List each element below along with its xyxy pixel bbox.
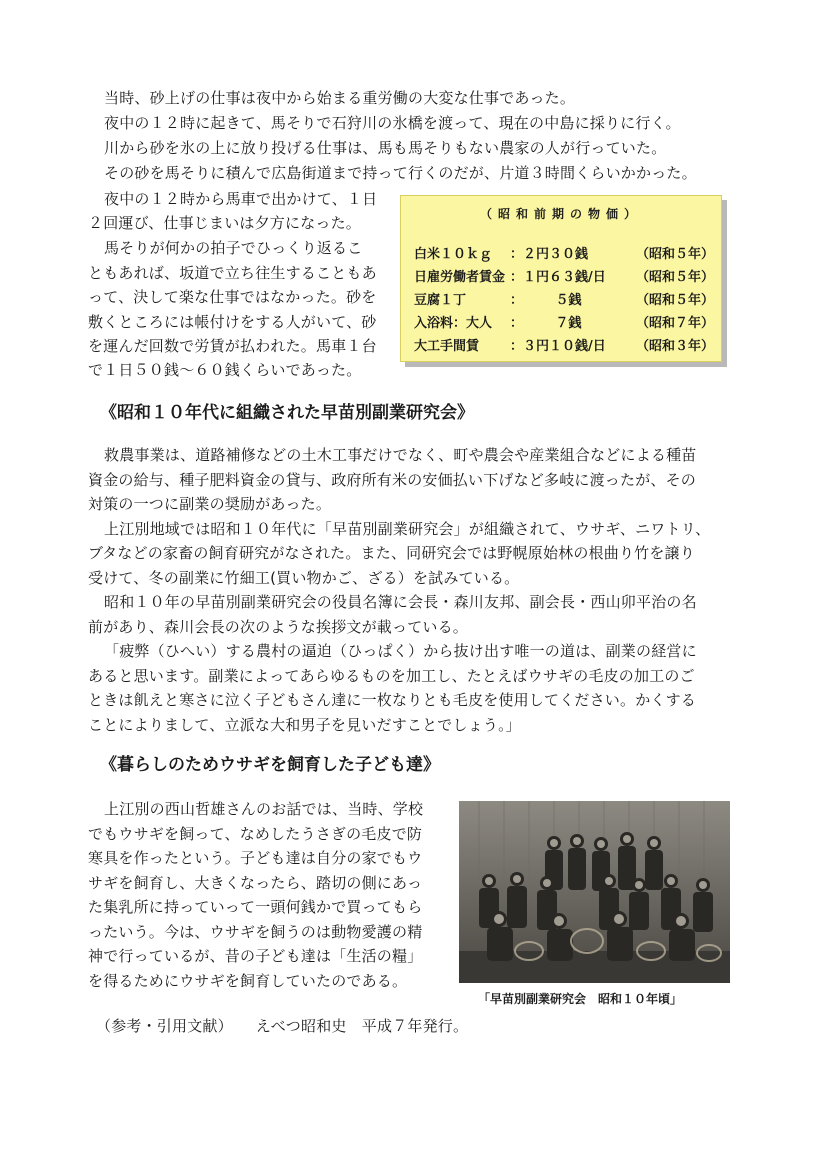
intro-line-2: 夜中の１２時に起きて、馬そりで石狩川の氷橋を渡って、現在の中島に採りに行く。 — [104, 114, 681, 132]
intro-left-line-3: 馬そりが何かの拍子でひっくり返るこ — [104, 239, 363, 257]
price-value: ：３円１０銭/日 — [510, 339, 606, 354]
section1-line: 前があり、森川会長の次のような挨拶文が載っている。 — [88, 618, 469, 636]
section1-line: 救農事業は、道路補修などの土木工事だけでなく、町や農会や産業組合などによる種苗 — [104, 446, 697, 464]
price-year: （昭和５年） — [636, 293, 715, 308]
intro-line-1: 当時、砂上げの仕事は夜中から始まる重労働の大変な仕事であった。 — [104, 89, 576, 107]
section2-line: 上江別の西山哲雄さんのお話では、当時、学校 — [104, 800, 424, 818]
section1-quote-line: ことによりまして、立派な大和男子を見いだすことでしょう。」 — [88, 716, 522, 734]
photo-caption: 「早苗別副業研究会 昭和１０年頃」 — [478, 992, 683, 1006]
intro-line-3: 川から砂を氷の上に放り投げる仕事は、馬も馬そりもない農家の人が行っていた。 — [104, 139, 667, 157]
price-box — [400, 195, 722, 362]
price-value: ： ５銭 — [510, 293, 582, 308]
section1-line: 資金の給与、種子肥料資金の貸与、政府所有米の安価払い下げなど多岐に渡ったが、その — [88, 471, 697, 489]
intro-left-line-2: ２回運び、仕事じまいは夕方になった。 — [88, 214, 362, 232]
price-item: 白米１０ｋｇ — [414, 247, 493, 262]
price-item: 入浴料：大人 — [414, 316, 493, 331]
intro-left-line-4: ともあれば、坂道で立ち往生することもあ — [88, 264, 377, 282]
price-year: （昭和７年） — [636, 316, 715, 331]
section2-line: た集乳所に持っていって一頭何銭かで買ってもら — [88, 898, 423, 916]
price-value: ： ７銭 — [510, 316, 582, 331]
section1-line: 受けて、冬の副業に竹細工(買い物かご、ざる）を試みている。 — [88, 569, 520, 587]
section1-heading: 《昭和１０年代に組織された早苗別副業研究会》 — [100, 403, 474, 423]
price-year: （昭和５年） — [636, 247, 715, 262]
price-year: （昭和３年） — [636, 339, 715, 354]
intro-line-4: その砂を馬そりに積んで広島街道まで持って行くのだが、片道３時間くらいかかった。 — [104, 164, 697, 182]
section1-line: ブタなどの家畜の飼育研究がなされた。また、同研究会では野幌原始林の根曲り竹を譲り — [88, 544, 695, 562]
section1-line: 上江別地域では昭和１０年代に「早苗別副業研究会」が組織されて、ウサギ、ニワトリ、 — [104, 520, 711, 538]
section2-heading: 《暮らしのためウサギを飼育した子ども達》 — [100, 755, 440, 775]
section2-line: でもウサギを飼って、なめしたうさぎの毛皮で防 — [88, 825, 423, 843]
section2-line: サギを飼育し、大きくなったら、踏切の側にあっ — [88, 874, 423, 892]
intro-left-line-1: 夜中の１２時から馬車で出かけて、１日 — [104, 190, 378, 208]
price-value: ：２円３０銭 — [510, 247, 589, 262]
price-item: 豆腐１丁 — [414, 293, 467, 308]
price-value: ：１円６３銭/日 — [510, 270, 606, 285]
price-item: 日雇労働者賃金 — [414, 270, 506, 285]
section2-line: 神で行っているが、昔の子ども達は「生活の糧」 — [88, 947, 423, 965]
intro-left-line-5: って、決して楽な仕事ではなかった。砂を — [88, 288, 377, 306]
section2-line: 寒具を作ったという。子ども達は自分の家でもウ — [88, 849, 423, 867]
intro-left-line-7: を運んだ回数で労賃が払われた。馬車１台 — [88, 337, 377, 355]
section1-quote-line: あると思います。副業によってあらゆるものを加工し、たとえばウサギの毛皮の加工のご — [88, 667, 695, 685]
section2-line: を得るためにウサギを飼育していたのである。 — [88, 972, 408, 990]
intro-left-line-8: で１日５０銭〜６０銭くらいであった。 — [88, 361, 362, 379]
price-year: （昭和５年） — [636, 270, 715, 285]
intro-left-line-6: 敷くところには帳付けをする人がいて、砂 — [88, 313, 377, 331]
section1-line: 対策の一つに副業の奨励があった。 — [88, 495, 332, 513]
section2-line: ったいう。今は、ウサギを飼うのは動物愛護の精 — [88, 923, 423, 941]
section1-line: 昭和１０年の早苗別副業研究会の役員名簿に会長・森川友邦、副会長・西山卯平治の名 — [104, 593, 697, 611]
group-photo — [459, 801, 730, 983]
section1-quote-line: 「疲弊（ひへい）する農村の逼迫（ひっぱく）から抜け出す唯一の道は、副業の経営に — [104, 642, 697, 660]
reference-line: （参考・引用文献） えべつ昭和史 平成７年発行。 — [96, 1017, 469, 1035]
section1-quote-line: ときは飢えと寒さに泣く子どもさん達に一枚なりとも毛皮を使用してください。かくする — [88, 691, 697, 709]
price-item: 大工手間賃 — [414, 339, 480, 354]
price-box-title: （昭和前期の物価） — [479, 207, 642, 221]
